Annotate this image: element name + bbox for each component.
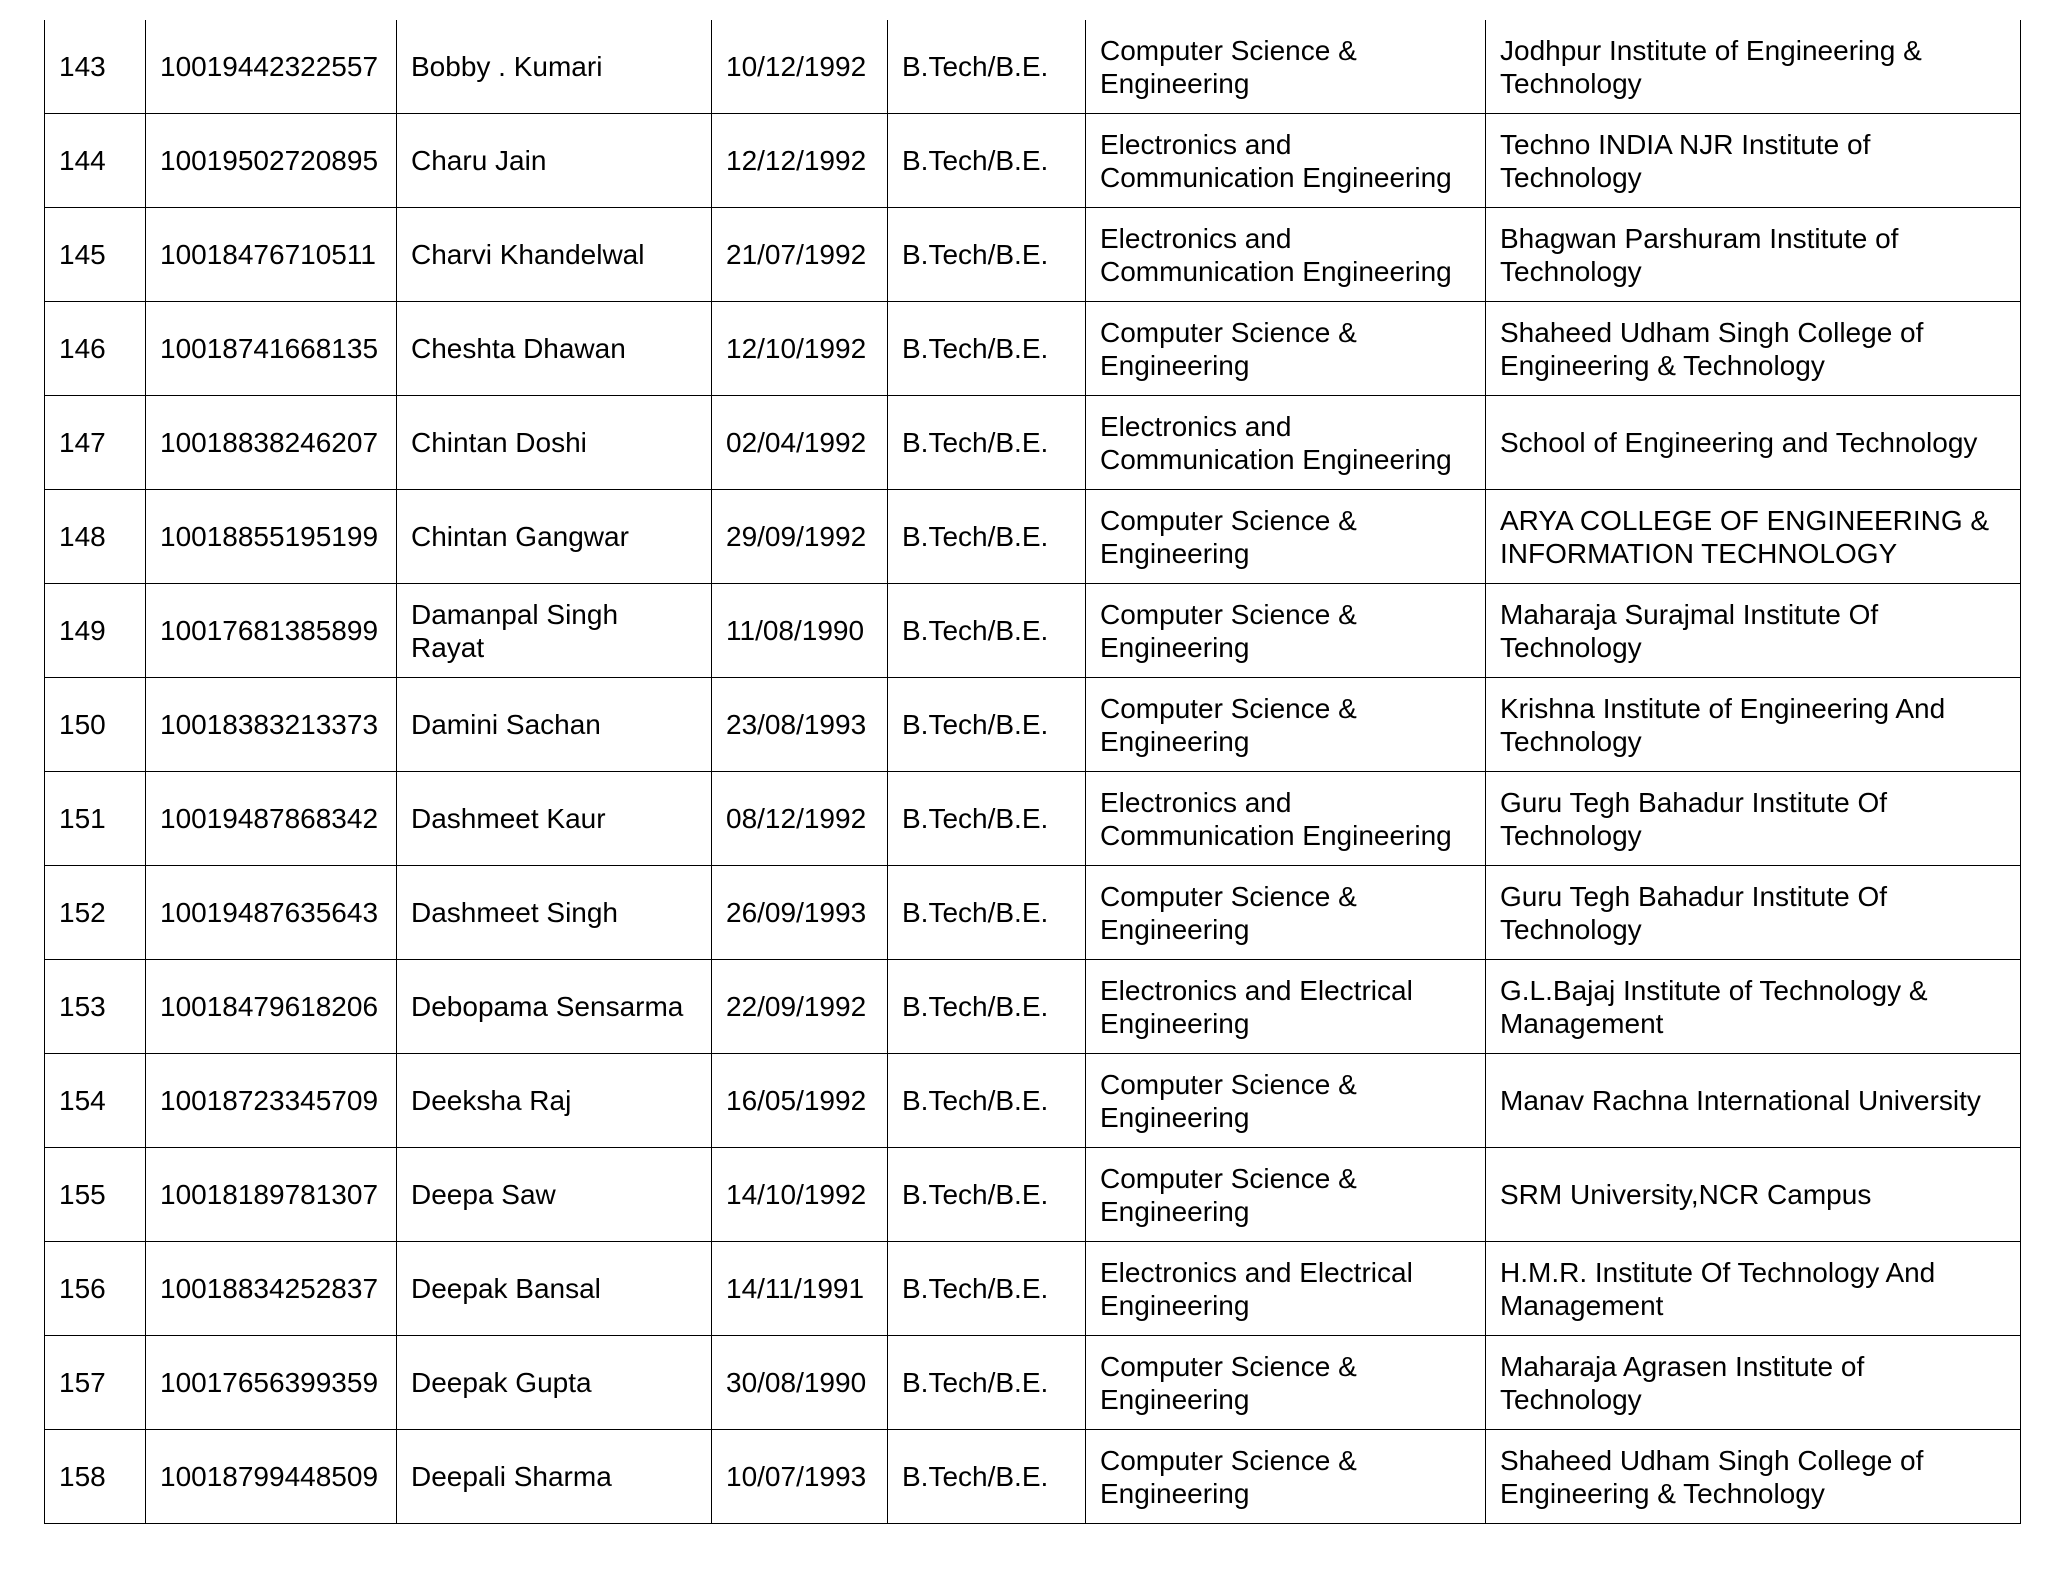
table-row xyxy=(45,208,2021,302)
college-cell: School of Engineering and Technology xyxy=(1486,396,2021,490)
branch-cell: Electronics and Communication Engineering xyxy=(1086,208,1486,302)
branch-cell: Computer Science & Engineering xyxy=(1086,866,1486,960)
candidate-name-cell: Damini Sachan xyxy=(397,678,712,772)
college-cell: H.M.R. Institute Of Technology And Management xyxy=(1486,1242,2021,1336)
degree-cell: B.Tech/B.E. xyxy=(888,1148,1086,1242)
date-of-birth-cell: 11/08/1990 xyxy=(712,584,888,678)
table-row xyxy=(45,1430,2021,1524)
college-cell: SRM University,NCR Campus xyxy=(1486,1148,2021,1242)
date-of-birth-cell: 29/09/1992 xyxy=(712,490,888,584)
college-cell: Guru Tegh Bahadur Institute Of Technology xyxy=(1486,772,2021,866)
college-cell: ARYA COLLEGE OF ENGINEERING & INFORMATION TECHNOLOGY xyxy=(1486,490,2021,584)
branch-cell: Computer Science & Engineering xyxy=(1086,1054,1486,1148)
degree-cell: B.Tech/B.E. xyxy=(888,208,1086,302)
college-cell: Shaheed Udham Singh College of Engineering & Technology xyxy=(1486,1430,2021,1524)
table-row xyxy=(45,1148,2021,1242)
table-row xyxy=(45,772,2021,866)
branch-cell: Electronics and Electrical Engineering xyxy=(1086,960,1486,1054)
degree-cell: B.Tech/B.E. xyxy=(888,114,1086,208)
table-row xyxy=(45,960,2021,1054)
date-of-birth-cell: 14/11/1991 xyxy=(712,1242,888,1336)
degree-cell: B.Tech/B.E. xyxy=(888,1430,1086,1524)
date-of-birth-cell: 12/12/1992 xyxy=(712,114,888,208)
roll-number-cell: 10018383213373 xyxy=(146,678,397,772)
candidate-name-cell: Deeksha Raj xyxy=(397,1054,712,1148)
candidate-name-cell: Dashmeet Singh xyxy=(397,866,712,960)
degree-cell: B.Tech/B.E. xyxy=(888,678,1086,772)
degree-cell: B.Tech/B.E. xyxy=(888,1054,1086,1148)
degree-cell: B.Tech/B.E. xyxy=(888,20,1086,114)
date-of-birth-cell: 30/08/1990 xyxy=(712,1336,888,1430)
serial-number-cell: 144 xyxy=(45,114,146,208)
candidate-name-cell: Deepa Saw xyxy=(397,1148,712,1242)
date-of-birth-cell: 08/12/1992 xyxy=(712,772,888,866)
roll-number-cell: 10018476710511 xyxy=(146,208,397,302)
branch-cell: Computer Science & Engineering xyxy=(1086,1336,1486,1430)
candidate-name-cell: Deepak Bansal xyxy=(397,1242,712,1336)
degree-cell: B.Tech/B.E. xyxy=(888,584,1086,678)
table-row xyxy=(45,866,2021,960)
serial-number-cell: 143 xyxy=(45,20,146,114)
serial-number-cell: 152 xyxy=(45,866,146,960)
date-of-birth-cell: 22/09/1992 xyxy=(712,960,888,1054)
date-of-birth-cell: 26/09/1993 xyxy=(712,866,888,960)
serial-number-cell: 158 xyxy=(45,1430,146,1524)
candidate-name-cell: Deepali Sharma xyxy=(397,1430,712,1524)
branch-cell: Computer Science & Engineering xyxy=(1086,584,1486,678)
branch-cell: Computer Science & Engineering xyxy=(1086,490,1486,584)
degree-cell: B.Tech/B.E. xyxy=(888,396,1086,490)
serial-number-cell: 151 xyxy=(45,772,146,866)
candidate-name-cell: Debopama Sensarma xyxy=(397,960,712,1054)
college-cell: Maharaja Agrasen Institute of Technology xyxy=(1486,1336,2021,1430)
serial-number-cell: 153 xyxy=(45,960,146,1054)
table-row xyxy=(45,302,2021,396)
serial-number-cell: 148 xyxy=(45,490,146,584)
serial-number-cell: 157 xyxy=(45,1336,146,1430)
college-cell: Krishna Institute of Engineering And Technology xyxy=(1486,678,2021,772)
roll-number-cell: 10018189781307 xyxy=(146,1148,397,1242)
serial-number-cell: 156 xyxy=(45,1242,146,1336)
candidate-name-cell: Chintan Gangwar xyxy=(397,490,712,584)
degree-cell: B.Tech/B.E. xyxy=(888,490,1086,584)
degree-cell: B.Tech/B.E. xyxy=(888,772,1086,866)
serial-number-cell: 145 xyxy=(45,208,146,302)
date-of-birth-cell: 10/07/1993 xyxy=(712,1430,888,1524)
serial-number-cell: 154 xyxy=(45,1054,146,1148)
date-of-birth-cell: 12/10/1992 xyxy=(712,302,888,396)
roll-number-cell: 10018741668135 xyxy=(146,302,397,396)
college-cell: Manav Rachna International University xyxy=(1486,1054,2021,1148)
serial-number-cell: 155 xyxy=(45,1148,146,1242)
roll-number-cell: 10019487868342 xyxy=(146,772,397,866)
date-of-birth-cell: 21/07/1992 xyxy=(712,208,888,302)
date-of-birth-cell: 02/04/1992 xyxy=(712,396,888,490)
date-of-birth-cell: 23/08/1993 xyxy=(712,678,888,772)
roll-number-cell: 10018799448509 xyxy=(146,1430,397,1524)
serial-number-cell: 146 xyxy=(45,302,146,396)
date-of-birth-cell: 10/12/1992 xyxy=(712,20,888,114)
roll-number-cell: 10018838246207 xyxy=(146,396,397,490)
roll-number-cell: 10018834252837 xyxy=(146,1242,397,1336)
candidate-name-cell: Charu Jain xyxy=(397,114,712,208)
table-row xyxy=(45,584,2021,678)
table-row xyxy=(45,20,2021,114)
roll-number-cell: 10018479618206 xyxy=(146,960,397,1054)
college-cell: Techno INDIA NJR Institute of Technology xyxy=(1486,114,2021,208)
college-cell: Jodhpur Institute of Engineering & Technology xyxy=(1486,20,2021,114)
roll-number-cell: 10017656399359 xyxy=(146,1336,397,1430)
college-cell: Bhagwan Parshuram Institute of Technology xyxy=(1486,208,2021,302)
serial-number-cell: 147 xyxy=(45,396,146,490)
table-row xyxy=(45,678,2021,772)
candidate-name-cell: Charvi Khandelwal xyxy=(397,208,712,302)
serial-number-cell: 150 xyxy=(45,678,146,772)
branch-cell: Electronics and Electrical Engineering xyxy=(1086,1242,1486,1336)
branch-cell: Computer Science & Engineering xyxy=(1086,302,1486,396)
candidate-name-cell: Chintan Doshi xyxy=(397,396,712,490)
branch-cell: Computer Science & Engineering xyxy=(1086,678,1486,772)
roll-number-cell: 10019487635643 xyxy=(146,866,397,960)
candidate-name-cell: Bobby . Kumari xyxy=(397,20,712,114)
branch-cell: Electronics and Communication Engineering xyxy=(1086,396,1486,490)
candidate-table-body xyxy=(45,20,2021,1524)
roll-number-cell: 10019502720895 xyxy=(146,114,397,208)
candidate-table xyxy=(44,20,2021,1524)
branch-cell: Electronics and Communication Engineering xyxy=(1086,114,1486,208)
degree-cell: B.Tech/B.E. xyxy=(888,960,1086,1054)
branch-cell: Electronics and Communication Engineering xyxy=(1086,772,1486,866)
candidate-name-cell: Deepak Gupta xyxy=(397,1336,712,1430)
table-row xyxy=(45,1336,2021,1430)
table-row xyxy=(45,490,2021,584)
branch-cell: Computer Science & Engineering xyxy=(1086,20,1486,114)
degree-cell: B.Tech/B.E. xyxy=(888,1336,1086,1430)
roll-number-cell: 10017681385899 xyxy=(146,584,397,678)
roll-number-cell: 10018855195199 xyxy=(146,490,397,584)
college-cell: Shaheed Udham Singh College of Engineering & Technology xyxy=(1486,302,2021,396)
date-of-birth-cell: 14/10/1992 xyxy=(712,1148,888,1242)
table-row xyxy=(45,396,2021,490)
roll-number-cell: 10018723345709 xyxy=(146,1054,397,1148)
candidate-list-page xyxy=(44,20,2020,1524)
degree-cell: B.Tech/B.E. xyxy=(888,302,1086,396)
date-of-birth-cell: 16/05/1992 xyxy=(712,1054,888,1148)
table-row xyxy=(45,114,2021,208)
table-row xyxy=(45,1242,2021,1336)
degree-cell: B.Tech/B.E. xyxy=(888,866,1086,960)
table-row xyxy=(45,1054,2021,1148)
candidate-name-cell: Dashmeet Kaur xyxy=(397,772,712,866)
degree-cell: B.Tech/B.E. xyxy=(888,1242,1086,1336)
college-cell: Guru Tegh Bahadur Institute Of Technology xyxy=(1486,866,2021,960)
candidate-name-cell: Cheshta Dhawan xyxy=(397,302,712,396)
candidate-name-cell: Damanpal Singh Rayat xyxy=(397,584,712,678)
college-cell: G.L.Bajaj Institute of Technology & Management xyxy=(1486,960,2021,1054)
college-cell: Maharaja Surajmal Institute Of Technology xyxy=(1486,584,2021,678)
branch-cell: Computer Science & Engineering xyxy=(1086,1430,1486,1524)
roll-number-cell: 10019442322557 xyxy=(146,20,397,114)
branch-cell: Computer Science & Engineering xyxy=(1086,1148,1486,1242)
serial-number-cell: 149 xyxy=(45,584,146,678)
